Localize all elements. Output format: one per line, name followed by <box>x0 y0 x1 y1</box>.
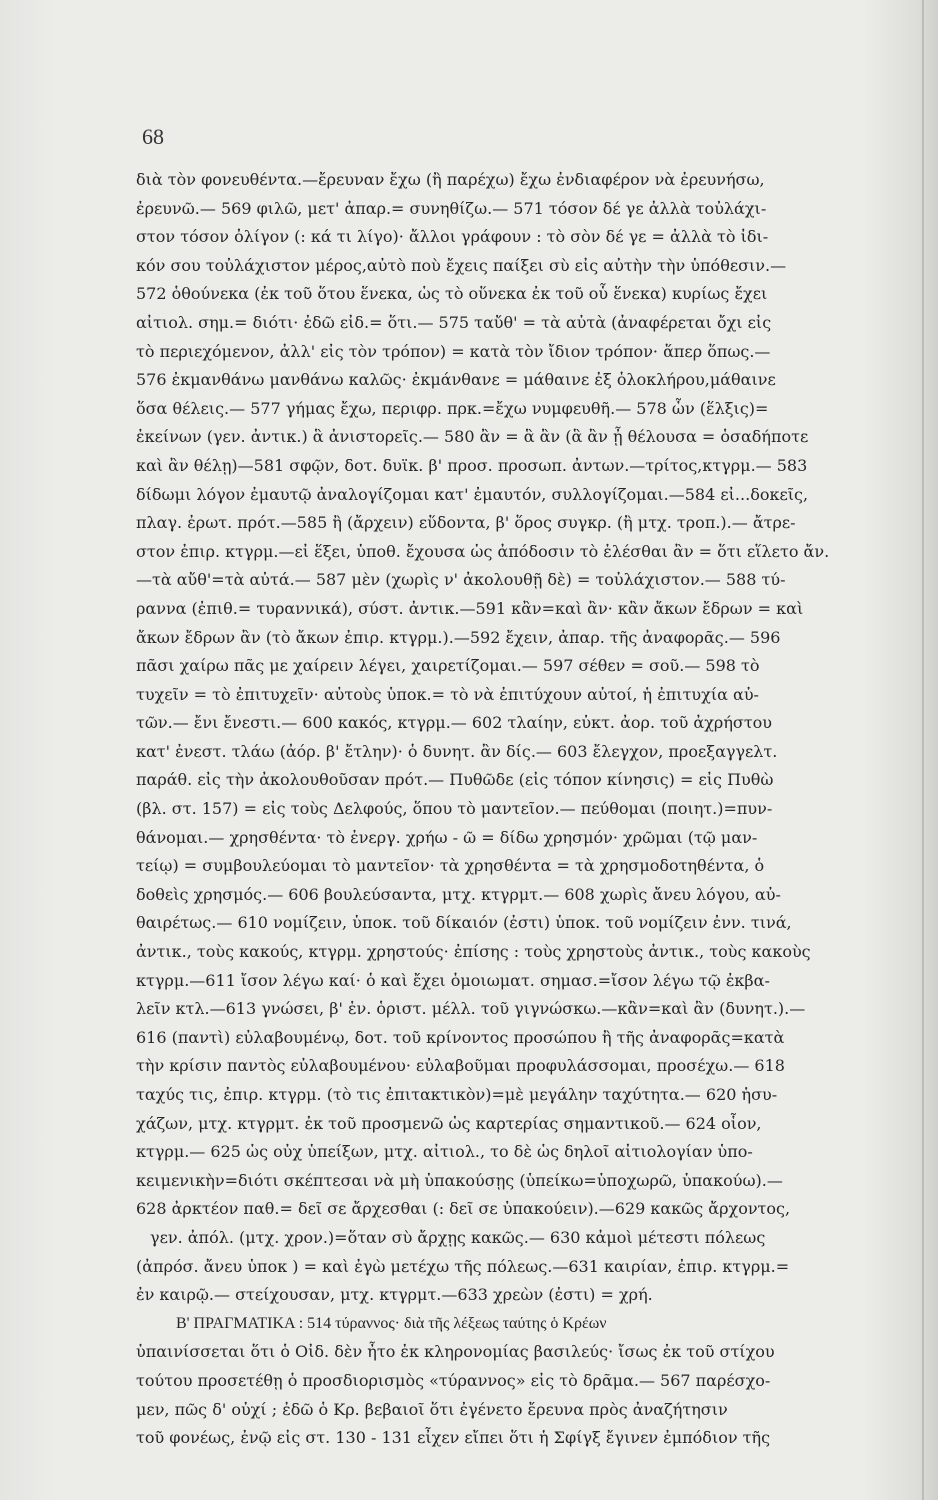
text-line: τείῳ) = συμβουλεύομαι τὸ μαντεῖον· τὰ χρησθέντα = τὰ χρησμοδοτηθέντα, ὁ <box>136 856 765 876</box>
text-line: (ἀπρόσ. ἄνευ ὑποκ ) = καὶ ἐγὼ μετέχω τῆς πόλεως.—631 καιρίαν, ἐπιρ. κτγρμ.= <box>136 1256 790 1276</box>
text-line: δοθεὶς χρησμός.— 606 βουλεύσαντα, μτχ. κτγρμτ.— 608 χωρὶς ἄνευ λόγου, αὐ- <box>136 884 781 904</box>
text-line: στον ἐπιρ. κτγρμ.—εἰ ἕξει, ὑποθ. ἔχουσα ὡς ἀπόδοσιν τὸ ἑλέσθαι ἂν = ὅτι εἵλετο ἄν. <box>136 541 830 561</box>
text-line: πᾶσι χαίρω πᾶς με χαίρειν λέγει, χαιρετίζομαι.— 597 σέθεν = σοῦ.— 598 τὸ <box>136 656 760 676</box>
text-line: κατ' ἐνεστ. τλάω (ἀόρ. β' ἔτλην)· ὁ δυνητ. ἂν δίς.— 603 ἔλεγχον, προεξαγγελτ. <box>136 741 778 761</box>
text-line: ὅσα θέλεις.— 577 γήμας ἔχω, περιφρ. πρκ.=ἔχω νυμφευθῆ.— 578 ὧν (ἕλξις)= <box>136 398 769 418</box>
text-line: ἐν καιρῷ.— στείχουσαν, μτχ. κτγρμτ.—633 χρεὼν (ἐστι) = χρή. <box>136 1285 653 1305</box>
commentary-text <box>136 166 926 1453</box>
text-line: κτγρμ.—611 ἴσον λέγω καί· ὁ καὶ ἔχει ὁμοιωματ. σημασ.=ἴσον λέγω τῷ ἐκβα- <box>136 970 770 990</box>
text-line: τὸ περιεχόμενον, ἀλλ' εἰς τὸν τρόπον) = κατὰ τὸν ἴδιον τρόπον· ἅπερ ὅπως.— <box>136 341 771 361</box>
text-line: —τὰ αὔθ'=τὰ αὐτά.— 587 μὲν (χωρὶς ν' ἀκολουθῇ δὲ) = τοὐλάχιστον.— 588 τύ- <box>136 570 786 590</box>
text-line: τοῦ φονέως, ἐνῷ εἰς στ. 130 - 131 εἶχεν εἴπει ὅτι ἡ Σφίγξ ἔγινεν ἐμπόδιον τῆς <box>136 1428 771 1448</box>
text-line: στον τόσον ὀλίγον (: κά τι λίγο)· ἄλλοι γράφουν : τὸ σὸν δέ γε = ἀλλὰ τὸ ἰδι- <box>136 227 769 247</box>
text-line: τούτου προσετέθῃ ὁ προσδιορισμὸς «τύραννος» εἰς τὸ δρᾶμα.— 567 παρέσχο- <box>136 1370 771 1390</box>
section-heading-line: Β' ΠΡΑΓΜΑΤΙΚΑ : 514 τύραννος· διὰ τῆς λέξεως ταύτης ὁ Κρέων <box>176 1314 607 1332</box>
text-line: ἐρευνῶ.— 569 φιλῶ, μετ' ἀπαρ.= συνηθίζω.— 571 τόσον δέ γε ἀλλὰ τοὐλάχι- <box>136 198 767 218</box>
text-line: τὴν κρίσιν παντὸς εὐλαβουμένου· εὐλαβοῦμαι προφυλάσσομαι, προσέχω.— 618 <box>136 1056 785 1076</box>
text-line: 616 (παντὶ) εὐλαβουμένῳ, δοτ. τοῦ κρίνοντος προσώπου ἢ τῆς ἀναφορᾶς=κατὰ <box>136 1027 785 1047</box>
text-line: διὰ τὸν φονευθέντα.—ἔρευναν ἔχω (ἢ παρέχω) ἔχω ἐνδιαφέρον νὰ ἐρευνήσω, <box>136 170 765 189</box>
text-line: κτγρμ.— 625 ὡς οὐχ ὑπείξων, μτχ. αἰτιολ., το δὲ ὡς δηλοῖ αἰτιολογίαν ὑπο- <box>136 1142 753 1162</box>
text-line: ἐκείνων (γεν. ἀντικ.) ἃ ἀνιστορεῖς.— 580 ἂν = ἃ ἂν (ἃ ἂν ᾖ θέλουσα = ὁσαδήποτε <box>136 427 809 447</box>
text-line: ταχύς τις, ἐπιρ. κτγρμ. (τὸ τις ἐπιτακτικὸν)=μὲ μεγάλην ταχύτητα.— 620 ἡσυ- <box>136 1085 778 1104</box>
text-line: λεῖν κτλ.—613 γνώσει, β' ἑν. ὁριστ. μέλλ. τοῦ γιγνώσκω.—κἂν=καὶ ἂν (δυνητ.).— <box>136 999 806 1019</box>
text-line: μεν, πῶς δ' οὐχί ; ἐδῶ ὁ Κρ. βεβαιοῖ ὅτι ἐγένετο ἔρευνα πρὸς ἀναζήτησιν <box>136 1399 728 1419</box>
text-line: (βλ. στ. 157) = εἰς τοὺς Δελφούς, ὅπου τὸ μαντεῖον.— πεύθομαι (ποιητ.)=πυν- <box>136 799 773 819</box>
text-line: κόν σου τοὐλάχιστον μέρος,αὐτὸ ποὺ ἔχεις παίξει σὺ εἰς αὐτὴν τὴν ὑπόθεσιν.— <box>136 255 787 275</box>
text-line: ὑπαινίσσεται ὅτι ὁ Οἰδ. δὲν ἦτο ἐκ κληρονομίας βασιλεύς· ἴσως ἐκ τοῦ στίχου <box>136 1342 775 1362</box>
text-line: αἰτιολ. σημ.= διότι· ἐδῶ εἰδ.= ὅτι.— 575 ταὔθ' = τὰ αὐτὰ (ἀναφέρεται ὄχι εἰς <box>136 312 772 332</box>
text-line: τυχεῖν = τὸ ἐπιτυχεῖν· αὐτοὺς ὑποκ.= τὸ νὰ ἐπιτύχουν αὐτοί, ἡ ἐπιτυχία αὐ- <box>136 684 759 704</box>
text-line: ραννα (ἐπιθ.= τυραννικά), σύστ. ἀντικ.—591 κἂν=καὶ ἂν· κἂν ἄκων ἔδρων = καὶ <box>136 598 804 618</box>
text-line: 572 ὁθούνεκα (ἐκ τοῦ ὅτου ἕνεκα, ὡς τὸ οὕνεκα ἐκ τοῦ οὗ ἕνεκα) κυρίως ἔχει <box>136 284 768 304</box>
text-line: πλαγ. ἐρωτ. πρότ.—585 ἢ (ἄρχειν) εὕδοντα, β' ὅρος συγκρ. (ἢ μτχ. τροπ.).— ἄτρε- <box>136 513 796 533</box>
text-line: κειμενικὴν=διότι σκέπτεσαι νὰ μὴ ὑπακούσῃς (ὑπείκω=ὑποχωρῶ, ὑπακούω).— <box>136 1170 783 1190</box>
page-number: 68 <box>142 124 164 149</box>
text-line: καὶ ἂν θέλῃ)—581 σφῷν, δοτ. δυϊκ. β' προσ. προσωπ. ἀντων.—τρίτος,κτγρμ.— 583 <box>136 455 808 475</box>
text-line: τῶν.— ἔνι ἔνεστι.— 600 κακός, κτγρμ.— 602 τλαίην, εὐκτ. ἀορ. τοῦ ἀχρήστου <box>136 713 773 733</box>
text-line: δίδωμι λόγον ἐμαυτῷ ἀναλογίζομαι κατ' ἐμαυτόν, συλλογίζομαι.—584 εἰ...δοκεῖς, <box>136 484 809 504</box>
text-line: θαιρέτως.— 610 νομίζειν, ὑποκ. τοῦ δίκαιόν (ἐστι) ὑποκ. τοῦ νομίζειν ἐνν. τινά, <box>136 913 792 933</box>
text-line: γεν. ἀπόλ. (μτχ. χρον.)=ὅταν σὺ ἄρχῃς κακῶς.— 630 κἀμοὶ μέτεστι πόλεως <box>150 1227 766 1247</box>
text-line: χάζων, μτχ. κτγρμτ. ἐκ τοῦ προσμενῶ ὡς καρτερίας σημαντικοῦ.— 624 οἷον, <box>136 1113 762 1133</box>
text-line: θάνομαι.— χρησθέντα· τὸ ἐνεργ. χρήω - ῶ = δίδω χρησμόν· χρῶμαι (τῷ μαν- <box>136 827 758 847</box>
text-line: 628 ἀρκτέον παθ.= δεῖ σε ἄρχεσθαι (: δεῖ σε ὑπακούειν).—629 κακῶς ἄρχοντος, <box>136 1199 791 1219</box>
text-line: ἄκων ἔδρων ἂν (τὸ ἄκων ἐπιρ. κτγρμ.).—592 ἔχειν, ἀπαρ. τῆς ἀναφορᾶς.— 596 <box>136 627 781 647</box>
text-line: παράθ. εἰς τὴν ἀκολουθοῦσαν πρότ.— Πυθῶδε (εἰς τόπον κίνησις) = εἰς Πυθὼ <box>136 770 774 790</box>
text-line: ἀντικ., τοὺς κακούς, κτγρμ. χρηστούς· ἐπίσης : τοὺς χρηστοὺς ἀντικ., τοὺς κακοὺς <box>136 942 811 962</box>
text-line: 576 ἐκμανθάνω μανθάνω καλῶς· ἐκμάνθανε = μάθαινε ἐξ ὁλοκλήρου,μάθαινε <box>136 370 776 390</box>
